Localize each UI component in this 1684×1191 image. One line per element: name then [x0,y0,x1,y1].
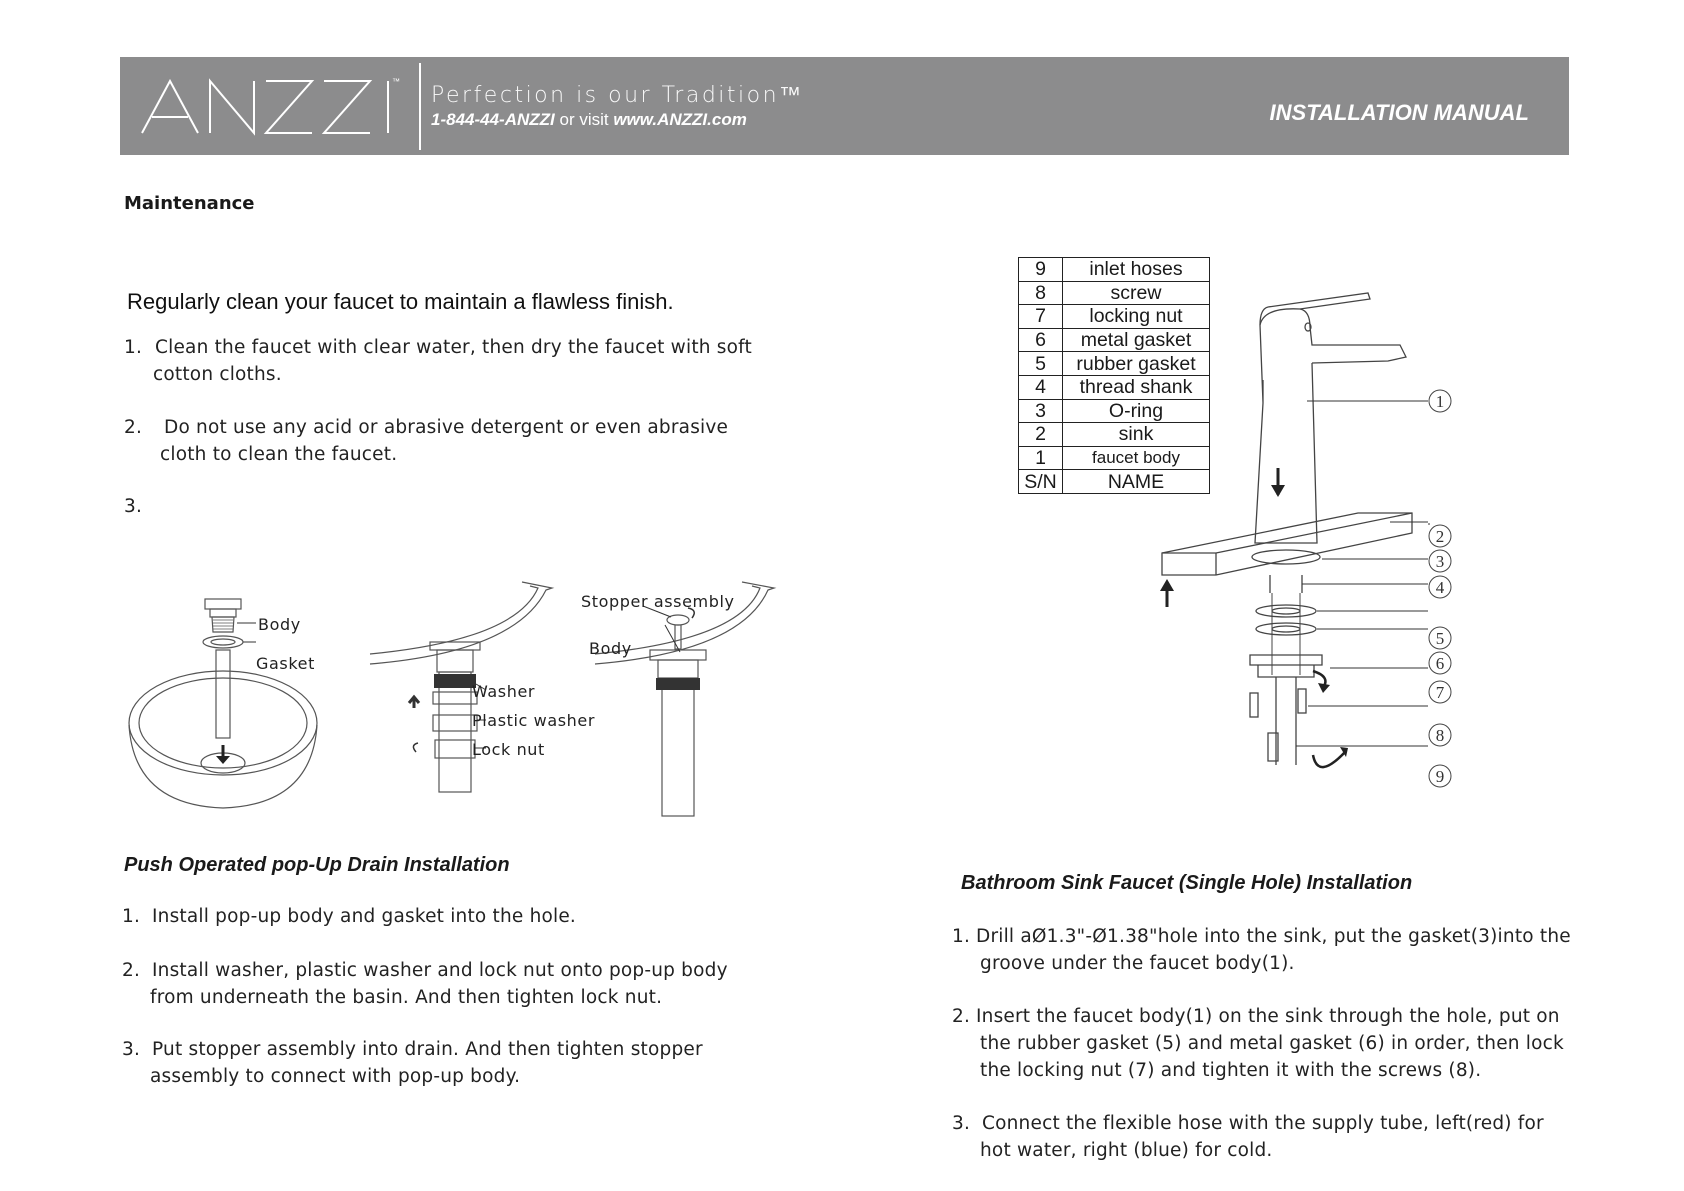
name-cell: rubber gasket [1063,352,1210,376]
label-gasket: Gasket [256,654,315,673]
callout-6: 6 [1435,654,1445,673]
stopper-section-illustration [595,582,774,816]
name-header: NAME [1063,470,1210,494]
step-line: the locking nut (7) and tighten it with the screws (8). [980,1060,1482,1081]
maintenance-step [124,493,142,520]
step-number: 3. [952,1113,971,1134]
sn-cell: 4 [1019,375,1063,399]
name-cell: screw [1063,281,1210,305]
maintenance-step [124,334,804,388]
doc-title: INSTALLATION MANUAL [1269,100,1529,125]
step-number: 1. [122,906,141,927]
faucet-step [952,1003,1672,1084]
name-cell: sink [1063,423,1210,447]
callout-3: 3 [1435,552,1445,571]
step-line: cotton cloths. [153,364,282,385]
callout-7: 7 [1435,683,1445,702]
step-number: 2. [952,1006,971,1027]
sn-cell: 6 [1019,328,1063,352]
label-body-2: Body [589,639,632,658]
step-line: groove under the faucet body(1). [980,953,1295,974]
sn-header: S/N [1019,470,1063,494]
sn-cell: 3 [1019,399,1063,423]
name-cell: thread shank [1063,375,1210,399]
drain-installation-diagram [120,580,800,830]
drain-install-title: Push Operated pop-Up Drain Installation [124,854,510,876]
name-cell: O-ring [1063,399,1210,423]
website-link[interactable]: www.ANZZI.com [613,110,747,129]
sn-cell: 8 [1019,281,1063,305]
step-number: 2. [124,417,143,438]
maintenance-step [124,414,804,468]
sn-cell: 2 [1019,423,1063,447]
drain-step [122,1036,822,1090]
label-body: Body [258,615,301,634]
step-line: Install pop-up body and gasket into the hole. [152,906,577,927]
step-line: from underneath the basin. And then tighten lock nut. [150,987,663,1008]
trademark-mark: ™ [392,77,400,86]
drain-step [122,903,822,930]
step-line: Drill aØ1.3"-Ø1.38"hole into the sink, put the gasket(3)into the [976,926,1571,947]
step-line: Do not use any acid or abrasive detergent or even abrasive [164,417,729,438]
step-line: Connect the flexible hose with the supply tube, left(red) for [982,1113,1544,1134]
label-lock-nut: Lock nut [472,740,545,759]
brand-logo [140,77,405,137]
faucet-step [952,923,1672,977]
name-cell: locking nut [1063,305,1210,329]
faucet-exploded-diagram [1150,285,1470,835]
contact-line [431,110,747,130]
callout-8: 8 [1435,726,1445,745]
name-cell: faucet body [1063,446,1210,470]
step-line: cloth to clean the faucet. [160,444,398,465]
sn-cell: 7 [1019,305,1063,329]
step-number: 1. [952,926,971,947]
label-washer: Washer [472,682,536,701]
step-line: the rubber gasket (5) and metal gasket (6) in order, then lock [980,1033,1564,1054]
callout-9: 9 [1435,767,1445,786]
header-divider [419,63,421,150]
name-cell: metal gasket [1063,328,1210,352]
faucet-step [952,1110,1672,1164]
maintenance-title: Maintenance [124,193,255,214]
step-line: Insert the faucet body(1) on the sink through the hole, put on [976,1006,1560,1027]
name-cell: inlet hoses [1063,258,1210,282]
header-banner [120,57,1569,155]
contact-connector: or visit [554,110,614,129]
faucet-install-title: Bathroom Sink Faucet (Single Hole) Installation [961,872,1413,894]
callout-5: 5 [1435,629,1445,648]
step-number: 2. [122,960,141,981]
step-number: 3. [124,496,143,517]
phone-number: 1-844-44-ANZZI [431,110,555,129]
maintenance-lede: Regularly clean your faucet to maintain a flawless finish. [127,289,674,314]
table-row [1019,258,1210,282]
label-stopper-assembly: Stopper assembly [581,592,735,611]
sn-cell: 9 [1019,258,1063,282]
drain-step [122,957,822,1011]
step-number: 1. [124,337,143,358]
step-line: assembly to connect with pop-up body. [150,1066,521,1087]
brand-tagline: Perfection is our Tradition™ [431,83,804,108]
step-line: Install washer, plastic washer and lock nut onto pop-up body [152,960,728,981]
callout-2: 2 [1435,527,1445,546]
faucet-body-illustration [1162,293,1412,765]
label-plastic-washer: Plastic washer [472,711,596,730]
sn-cell: 1 [1019,446,1063,470]
step-line: Put stopper assembly into drain. And then tighten stopper [152,1039,703,1060]
step-line: hot water, right (blue) for cold. [980,1140,1273,1161]
step-line: Clean the faucet with clear water, then dry the faucet with soft [155,337,752,358]
callout-1: 1 [1435,392,1445,411]
sn-cell: 5 [1019,352,1063,376]
callout-4: 4 [1435,578,1445,597]
step-number: 3. [122,1039,141,1060]
